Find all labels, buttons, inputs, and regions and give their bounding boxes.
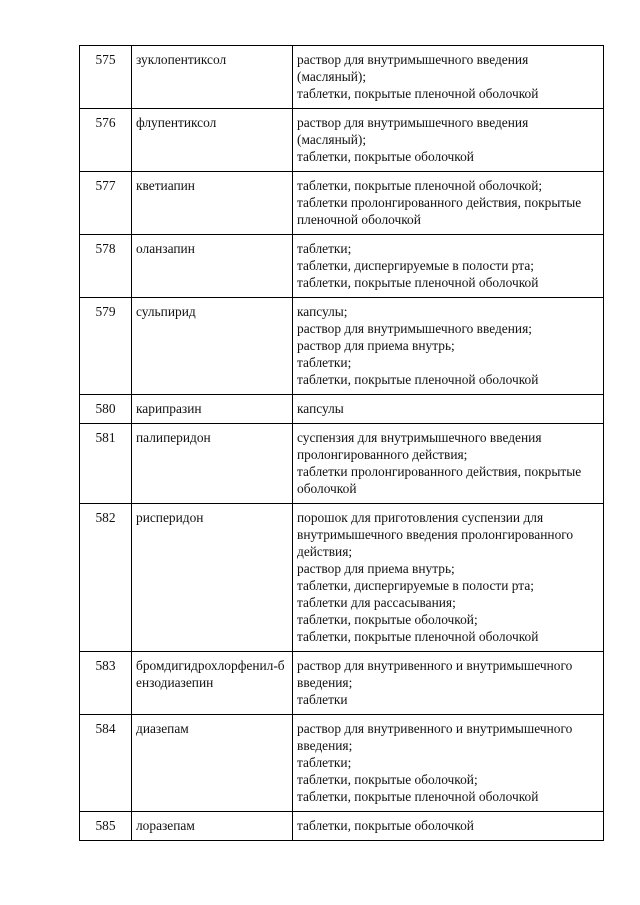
dosage-forms <box>293 46 604 109</box>
dosage-form-line: таблетки, покрытые оболочкой <box>297 818 474 833</box>
dosage-forms <box>293 172 604 235</box>
row-number: 582 <box>80 504 132 652</box>
drug-name: диазепам <box>132 715 293 812</box>
drug-name: оланзапин <box>132 235 293 298</box>
dosage-form-line: раствор для приема внутрь; <box>297 561 455 576</box>
dosage-form-line: таблетки, покрытые пленочной оболочкой <box>297 629 539 644</box>
dosage-forms <box>293 298 604 395</box>
table-row <box>80 812 604 841</box>
drug-name: флупентиксол <box>132 109 293 172</box>
row-number: 576 <box>80 109 132 172</box>
dosage-form-line: капсулы <box>297 401 344 416</box>
dosage-form-line: таблетки, диспергируемые в полости рта; <box>297 258 534 273</box>
dosage-form-line: таблетки, покрытые оболочкой; <box>297 612 478 627</box>
dosage-form-line: таблетки, покрытые пленочной оболочкой <box>297 275 539 290</box>
row-number: 581 <box>80 424 132 504</box>
dosage-form-line: таблетки, покрытые пленочной оболочкой; <box>297 178 543 193</box>
table-row <box>80 46 604 109</box>
drug-name: карипразин <box>132 395 293 424</box>
row-number: 585 <box>80 812 132 841</box>
dosage-form-line: таблетки; <box>297 241 352 256</box>
dosage-form-line: раствор для внутривенного и внутримышечного введения; <box>297 721 573 753</box>
row-number: 577 <box>80 172 132 235</box>
table-row <box>80 109 604 172</box>
drug-table <box>79 45 604 841</box>
dosage-forms <box>293 235 604 298</box>
dosage-form-line: раствор для внутримышечного введения; <box>297 321 532 336</box>
drug-name: лоразепам <box>132 812 293 841</box>
table-body <box>80 46 604 841</box>
dosage-form-line: таблетки, покрытые оболочкой <box>297 149 474 164</box>
dosage-form-line: таблетки, покрытые оболочкой; <box>297 772 478 787</box>
dosage-form-line: таблетки, покрытые пленочной оболочкой <box>297 86 539 101</box>
dosage-form-line: таблетки; <box>297 755 352 770</box>
drug-name: кветиапин <box>132 172 293 235</box>
dosage-form-line: раствор для внутримышечного введения (масляный); <box>297 52 529 84</box>
table-row <box>80 715 604 812</box>
dosage-forms <box>293 715 604 812</box>
drug-name: сульпирид <box>132 298 293 395</box>
row-number: 584 <box>80 715 132 812</box>
table-row <box>80 395 604 424</box>
dosage-forms <box>293 395 604 424</box>
table-row <box>80 504 604 652</box>
table-row <box>80 235 604 298</box>
dosage-form-line: раствор для внутримышечного введения (масляный); <box>297 115 529 147</box>
dosage-forms <box>293 424 604 504</box>
drug-name: палиперидон <box>132 424 293 504</box>
table-row <box>80 172 604 235</box>
drug-name: зуклопентиксол <box>132 46 293 109</box>
row-number: 575 <box>80 46 132 109</box>
dosage-form-line: таблетки; <box>297 355 352 370</box>
dosage-form-line: таблетки для рассасывания; <box>297 595 456 610</box>
row-number: 578 <box>80 235 132 298</box>
dosage-form-line: таблетки, покрытые пленочной оболочкой <box>297 372 539 387</box>
dosage-forms <box>293 504 604 652</box>
dosage-form-line: раствор для внутривенного и внутримышечного введения; <box>297 658 573 690</box>
dosage-forms <box>293 652 604 715</box>
dosage-forms <box>293 109 604 172</box>
row-number: 579 <box>80 298 132 395</box>
drug-name: бромдигидрохлорфенил-бензодиазепин <box>132 652 293 715</box>
dosage-form-line: таблетки <box>297 692 348 707</box>
dosage-forms <box>293 812 604 841</box>
dosage-form-line: таблетки пролонгированного действия, покрытые пленочной оболочкой <box>297 195 582 227</box>
row-number: 580 <box>80 395 132 424</box>
dosage-form-line: капсулы; <box>297 304 348 319</box>
dosage-form-line: таблетки, покрытые пленочной оболочкой <box>297 789 539 804</box>
row-number: 583 <box>80 652 132 715</box>
table-row <box>80 298 604 395</box>
dosage-form-line: порошок для приготовления суспензии для внутримышечного введения пролонгированного действия; <box>297 510 574 559</box>
table-row <box>80 424 604 504</box>
dosage-form-line: таблетки, диспергируемые в полости рта; <box>297 578 534 593</box>
dosage-form-line: раствор для приема внутрь; <box>297 338 455 353</box>
dosage-form-line: таблетки пролонгированного действия, покрытые оболочкой <box>297 464 582 496</box>
drug-name: рисперидон <box>132 504 293 652</box>
table-row <box>80 652 604 715</box>
dosage-form-line: суспензия для внутримышечного введения пролонгированного действия; <box>297 430 542 462</box>
